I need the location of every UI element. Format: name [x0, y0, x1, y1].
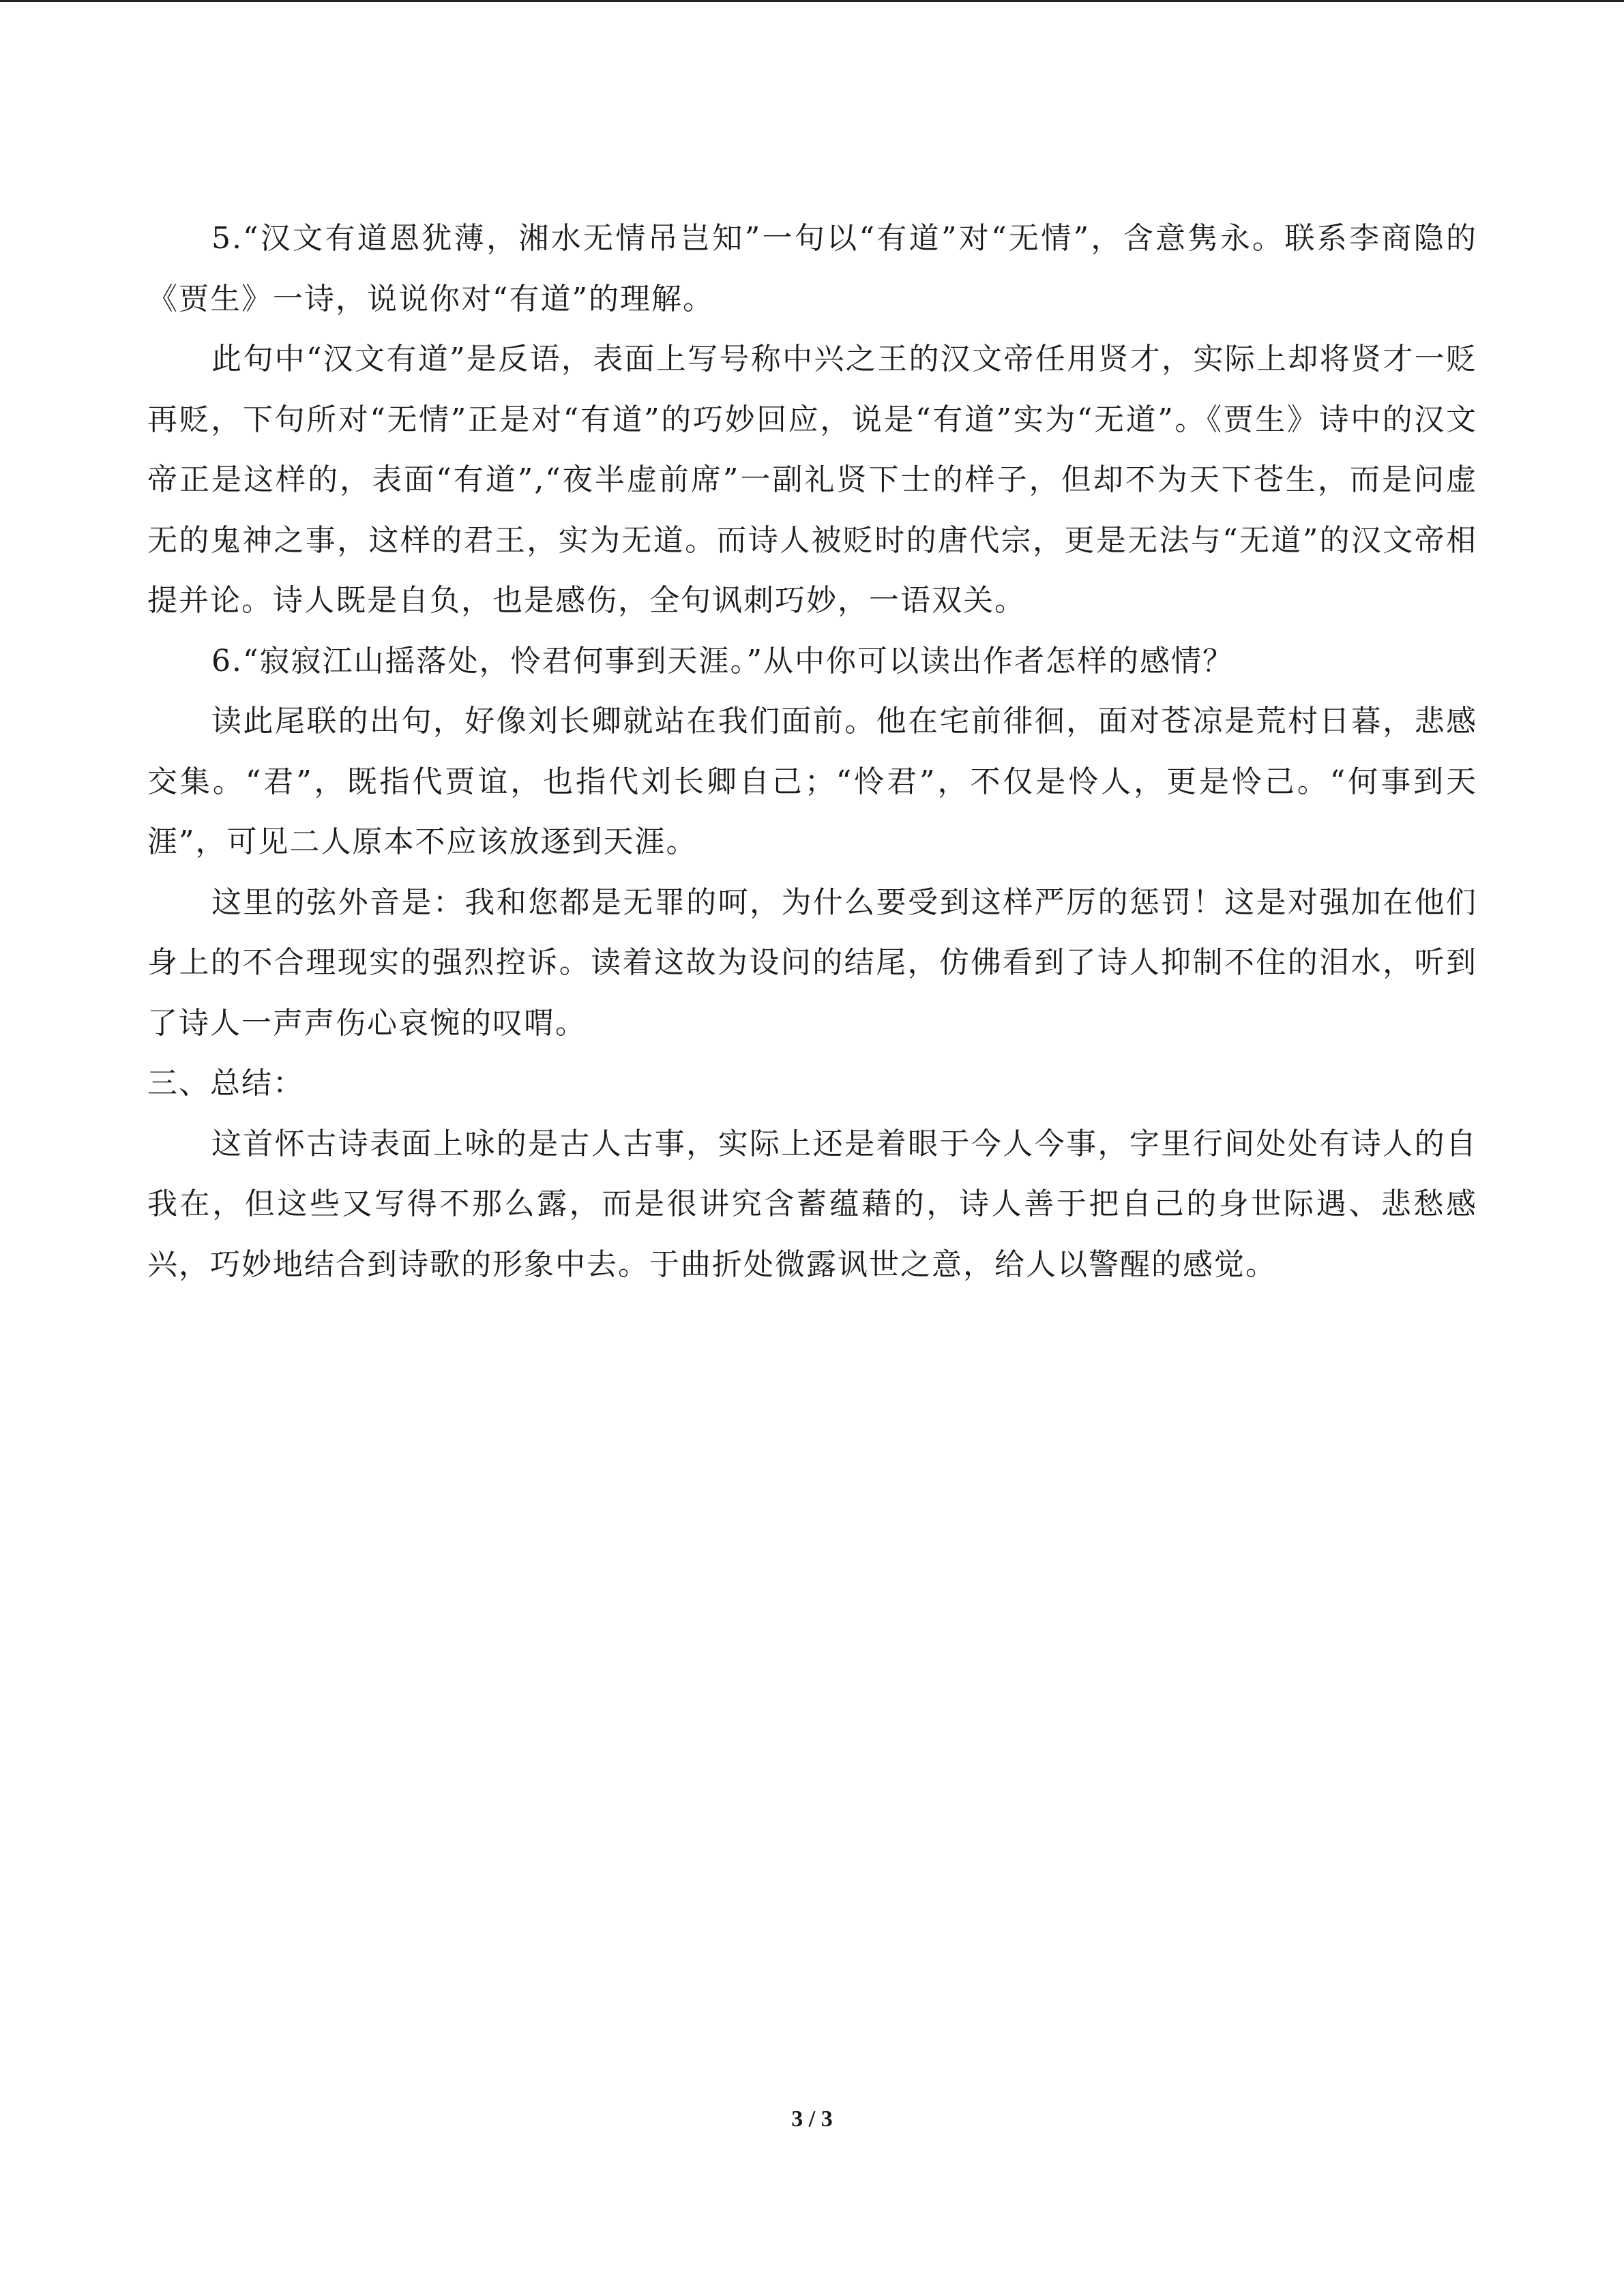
answer-6-part-1: 读此尾联的出句，好像刘长卿就站在我们面前。他在宅前徘徊，面对苍凉是荒村日暮，悲感交集。“君”，既指代贾谊，也指代刘长卿自己；“怜君”，不仅是怜人，更是怜己。“何事到天涯”，可见二人原本不应该放逐到天涯。 [147, 704, 1477, 859]
question-5: 5.“汉文有道恩犹薄，湘水无情吊岂知”一句以“有道”对“无情”，含意隽永。联系李商隐的《贾生》一诗，说说你对“有道”的理解。 [147, 221, 1477, 316]
document-body [147, 209, 1477, 1295]
answer-5: 此句中“汉文有道”是反语，表面上写号称中兴之王的汉文帝任用贤才，实际上却将贤才一贬再贬，下句所对“无情”正是对“有道”的巧妙回应，说是“有道”实为“无道”。《贾生》诗中的汉文帝正是这样的，表面“有道”,“夜半虚前席”一副礼贤下士的样子，但却不为天下苍生，而是问虚无的鬼神之事，这样的君王，实为无道。而诗人被贬时的唐代宗，更是无法与“无道”的汉文帝相提并论。诗人既是自负，也是感伤，全句讽刺巧妙，一语双关。 [147, 342, 1478, 618]
top-border-line [0, 0, 1624, 2]
answer-6-part-2: 这里的弦外音是：我和您都是无罪的呵，为什么要受到这样严厉的惩罚！这是对强加在他们身上的不合理现实的强烈控诉。读着这故为设问的结尾，仿佛看到了诗人抑制不住的泪水，听到了诗人一声声伤心哀惋的叹喟。 [147, 884, 1477, 1041]
page-number: 3 / 3 [791, 2106, 833, 2132]
question-6: 6.“寂寂江山摇落处，怜君何事到天涯。”从中你可以读出作者怎样的感情？ [211, 643, 1234, 679]
summary-paragraph: 这首怀古诗表面上咏的是古人古事，实际上还是着眼于今人今事，字里行间处处有诗人的自我在，但这些又写得不那么露，而是很讲究含蓄蕴藉的，诗人善于把自己的身世际遇、悲愁感兴，巧妙地结合到诗歌的形象中去。于曲折处微露讽世之意，给人以警醒的感觉。 [147, 1126, 1477, 1282]
section-heading-summary: 三、总结： [147, 1066, 304, 1101]
